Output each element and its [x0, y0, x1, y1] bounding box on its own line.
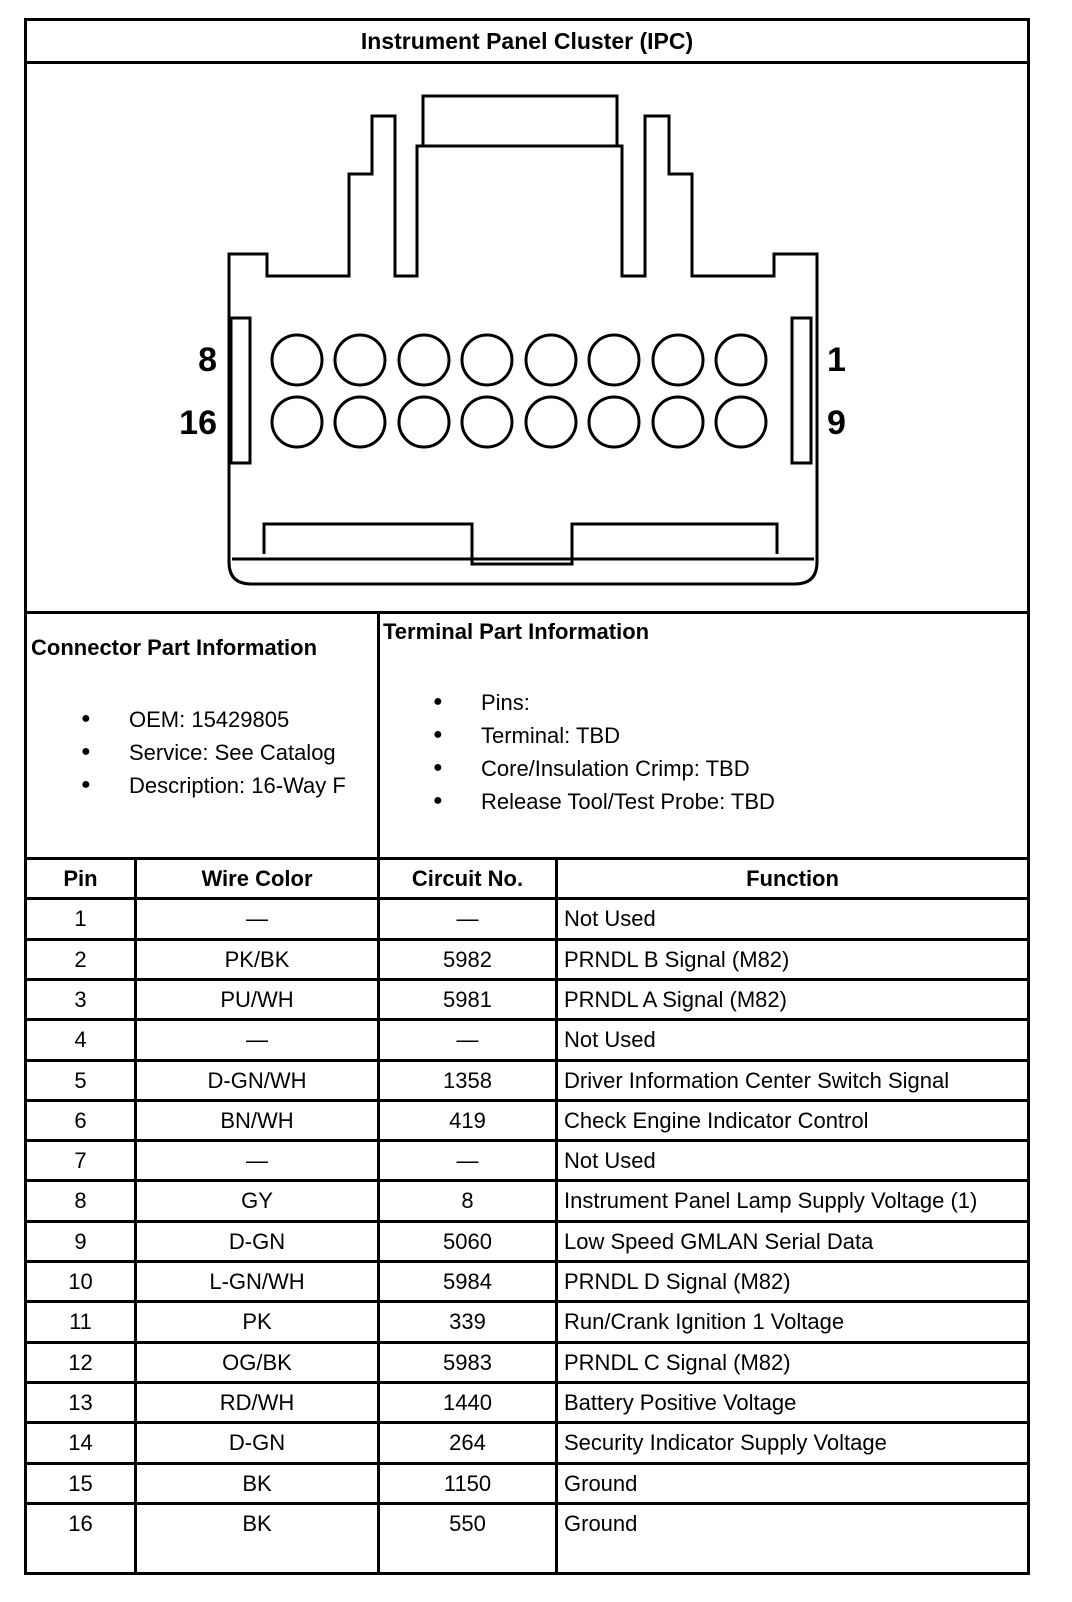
- cavity-grid: [272, 335, 766, 447]
- pin-cavity: [462, 397, 512, 447]
- pin-cavity: [653, 397, 703, 447]
- pin-cavity: [589, 335, 639, 385]
- cell-function: Low Speed GMLAN Serial Data: [564, 1228, 874, 1254]
- cell-pin: 8: [74, 1187, 87, 1213]
- cell-circuit-no: 1440: [443, 1389, 492, 1415]
- connector-outline: [229, 116, 817, 584]
- cell-pin: 15: [68, 1470, 93, 1496]
- cell-pin: 5: [74, 1067, 87, 1093]
- cell-circuit-no: 1150: [443, 1470, 492, 1496]
- cell-function: Instrument Panel Lamp Supply Voltage (1): [564, 1187, 978, 1213]
- terminal-part-heading: Terminal Part Information: [383, 619, 650, 644]
- divider: [27, 611, 1027, 614]
- list-item-text: Terminal: TBD: [481, 723, 620, 748]
- cell-wire-color: BN/WH: [220, 1107, 294, 1133]
- pin-label-16: 16: [179, 404, 217, 442]
- divider: [377, 611, 380, 858]
- pin-cavity: [526, 335, 576, 385]
- cell-function: Battery Positive Voltage: [564, 1389, 797, 1415]
- cell-wire-color: D-GN: [228, 1228, 286, 1254]
- pin-cavity: [653, 335, 703, 385]
- connector-sheet: [24, 18, 1030, 1575]
- cell-circuit-no: —: [456, 1147, 479, 1173]
- bullet-icon: ●: [433, 759, 443, 776]
- cell-pin: 10: [68, 1268, 93, 1294]
- cell-circuit-no: 5060: [443, 1228, 492, 1254]
- cell-pin: 6: [74, 1107, 87, 1133]
- pin-cavity: [716, 397, 766, 447]
- cell-wire-color: PU/WH: [220, 986, 294, 1012]
- cell-pin: 4: [74, 1026, 87, 1052]
- column-header-circuit-no: Circuit No.: [411, 865, 524, 891]
- cell-pin: 7: [74, 1147, 87, 1173]
- cell-wire-color: BK: [242, 1470, 272, 1496]
- pin-cavity: [335, 335, 385, 385]
- cell-function: PRNDL B Signal (M82): [564, 946, 790, 972]
- cell-function: Not Used: [564, 1026, 656, 1052]
- cell-pin: 12: [68, 1349, 93, 1375]
- cell-pin: 16: [68, 1510, 93, 1536]
- bullet-icon: ●: [81, 710, 91, 727]
- pin-cavity: [589, 397, 639, 447]
- bullet-icon: ●: [433, 693, 443, 710]
- pin-cavity: [526, 397, 576, 447]
- cell-circuit-no: 419: [449, 1107, 486, 1133]
- cell-pin: 9: [74, 1228, 87, 1254]
- cell-function: Driver Information Center Switch Signal: [564, 1067, 950, 1093]
- cell-pin: 3: [74, 986, 87, 1012]
- column-header-wire-color: Wire Color: [201, 865, 313, 891]
- cell-function: Ground: [564, 1470, 638, 1496]
- column-header-function: Function: [746, 865, 839, 891]
- cell-circuit-no: 5983: [443, 1349, 492, 1375]
- cell-wire-color: L-GN/WH: [209, 1268, 305, 1294]
- cell-function: PRNDL D Signal (M82): [564, 1268, 791, 1294]
- cell-circuit-no: —: [456, 1026, 479, 1052]
- cell-wire-color: GY: [241, 1187, 273, 1213]
- cell-circuit-no: 5984: [443, 1268, 492, 1294]
- pin-cavity: [716, 335, 766, 385]
- pin-label-8: 8: [198, 341, 217, 379]
- cell-function: Check Engine Indicator Control: [564, 1107, 869, 1133]
- pin-cavity: [272, 397, 322, 447]
- pin-label-9: 9: [827, 404, 846, 442]
- list-item-text: Pins:: [481, 690, 530, 715]
- cell-circuit-no: 5981: [443, 986, 492, 1012]
- cell-wire-color: D-GN/WH: [207, 1067, 307, 1093]
- cell-wire-color: PK/BK: [224, 946, 290, 972]
- cell-circuit-no: 1358: [443, 1067, 492, 1093]
- cell-function: PRNDL A Signal (M82): [564, 986, 787, 1012]
- left-key: [231, 318, 250, 463]
- pin-label-1: 1: [827, 341, 846, 379]
- list-item-text: Release Tool/Test Probe: TBD: [481, 789, 775, 814]
- cell-circuit-no: 5982: [443, 946, 492, 972]
- pin-cavity: [335, 397, 385, 447]
- bullet-icon: ●: [81, 743, 91, 760]
- cell-wire-color: RD/WH: [219, 1389, 295, 1415]
- cell-circuit-no: 8: [461, 1187, 474, 1213]
- list-item-text: Core/Insulation Crimp: TBD: [481, 756, 750, 781]
- cell-circuit-no: 339: [449, 1308, 486, 1334]
- pin-cavity: [462, 335, 512, 385]
- cell-wire-color: —: [246, 1026, 268, 1052]
- pin-cavity: [399, 397, 449, 447]
- connector-diagram: [27, 64, 1027, 611]
- right-key: [792, 318, 811, 463]
- connector-part-heading: Connector Part Information: [31, 635, 318, 660]
- pin-cavity: [272, 335, 322, 385]
- cell-pin: 11: [69, 1308, 92, 1334]
- bullet-icon: ●: [81, 776, 91, 793]
- cell-function: Run/Crank Ignition 1 Voltage: [564, 1308, 845, 1334]
- cell-wire-color: OG/BK: [222, 1349, 292, 1375]
- cell-circuit-no: —: [456, 905, 479, 931]
- pin-cavity: [399, 335, 449, 385]
- cell-wire-color: —: [246, 1147, 268, 1173]
- cell-pin: 14: [68, 1429, 93, 1455]
- cell-function: Ground: [564, 1510, 638, 1536]
- list-item-text: OEM: 15429805: [129, 707, 290, 732]
- cell-circuit-no: 264: [449, 1429, 486, 1455]
- list-item-text: Service: See Catalog: [129, 740, 336, 765]
- bullet-icon: ●: [433, 726, 443, 743]
- connector-top-tab: [423, 96, 617, 146]
- cell-pin: 2: [74, 946, 87, 972]
- cell-pin: 13: [68, 1389, 93, 1415]
- column-header-pin: Pin: [63, 865, 98, 891]
- bullet-icon: ●: [433, 792, 443, 809]
- cell-wire-color: —: [246, 905, 268, 931]
- cell-pin: 1: [74, 905, 87, 931]
- cell-wire-color: D-GN: [228, 1429, 286, 1455]
- cell-circuit-no: 550: [449, 1510, 486, 1536]
- page-title: Instrument Panel Cluster (IPC): [360, 27, 694, 54]
- cell-function: PRNDL C Signal (M82): [564, 1349, 791, 1375]
- cell-function: Not Used: [564, 1147, 656, 1173]
- list-item-text: Description: 16-Way F: [129, 773, 346, 798]
- cell-function: Not Used: [564, 905, 656, 931]
- cell-function: Security Indicator Supply Voltage: [564, 1429, 887, 1455]
- cell-wire-color: BK: [242, 1510, 272, 1536]
- cell-wire-color: PK: [242, 1308, 272, 1334]
